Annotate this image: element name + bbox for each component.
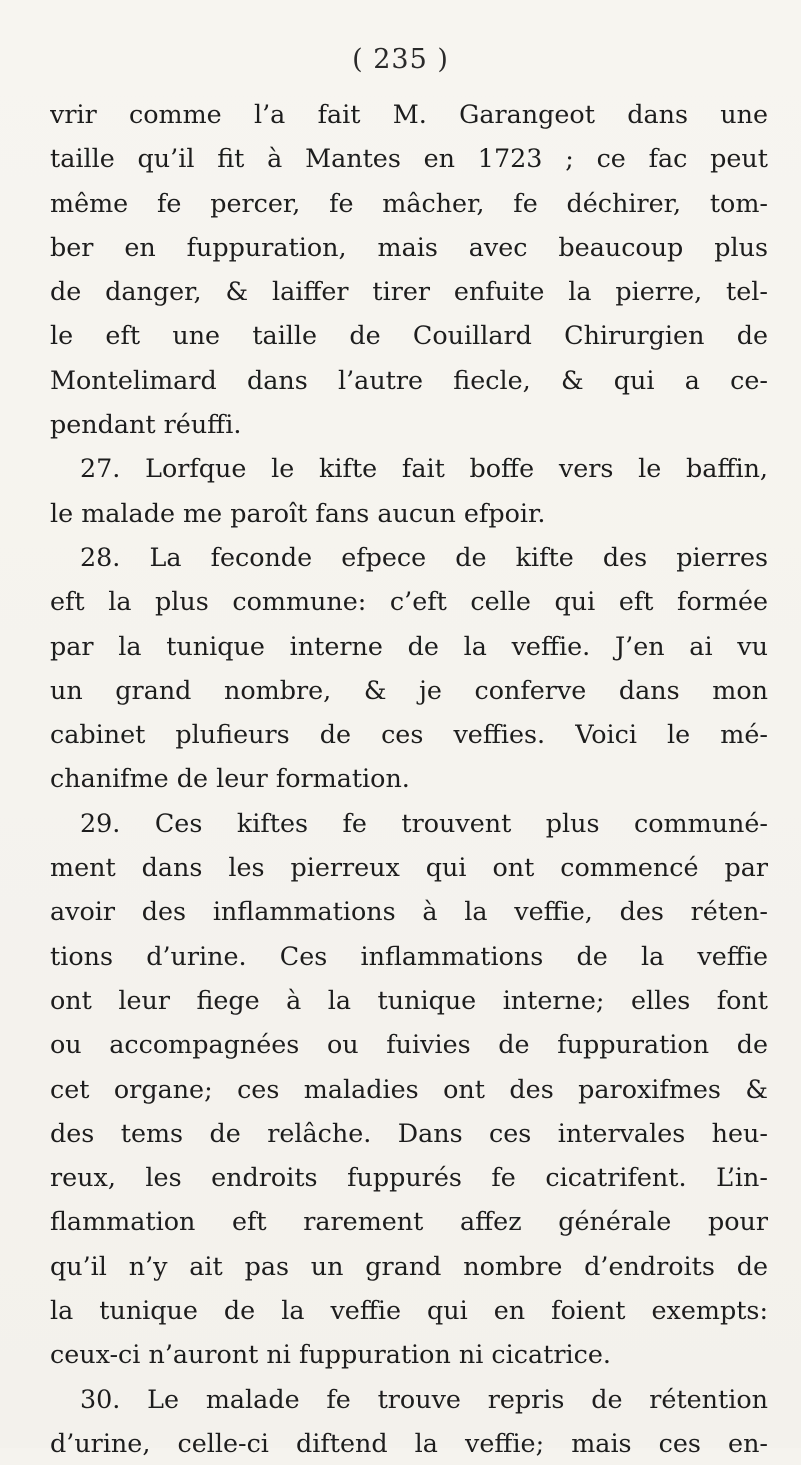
text-line: la tunique de la veffie qui en foient exempts: xyxy=(50,1295,768,1326)
text-line: avoir des inflammations à la veffie, des réten- xyxy=(50,896,768,927)
text-line: qu’il n’y ait pas un grand nombre d’endroits de xyxy=(50,1250,768,1281)
text-line: flammation eft rarement affez générale pour xyxy=(50,1206,768,1237)
text-line: ber en fuppuration, mais avec beaucoup plus xyxy=(50,231,768,262)
text-line: de danger, & laiffer tirer enfuite la pierre, tel- xyxy=(50,276,768,307)
text-line: 29. Ces kiftes fe trouvent plus communé- xyxy=(80,807,768,838)
text-line: le malade me paroît fans aucun efpoir. xyxy=(50,497,546,528)
text-line: 27. Lorfque le kifte fait boffe vers le baffin, xyxy=(80,453,768,484)
text-line: ont leur fiege à la tunique interne; elles font xyxy=(50,984,768,1015)
text-line: un grand nombre, & je conferve dans mon xyxy=(50,674,768,705)
body-text xyxy=(50,92,768,1465)
text-line: cabinet plufieurs de ces veffies. Voici le mé- xyxy=(50,719,768,750)
text-line: 28. La feconde efpece de kifte des pierres xyxy=(80,541,768,572)
text-line: ou accompagnées ou fuivies de fuppuration de xyxy=(50,1029,768,1060)
text-line: des tems de relâche. Dans ces intervales heu- xyxy=(50,1117,768,1148)
text-line: reux, les endroits fuppurés fe cicatrifent. L’in- xyxy=(50,1162,768,1193)
text-line: d’urine, celle-ci diftend la veffie; mais ces en- xyxy=(50,1427,768,1458)
text-line: vrir comme l’a fait M. Garangeot dans une xyxy=(50,99,768,129)
text-line: ceux-ci n’auront ni fuppuration ni cicatrice. xyxy=(50,1339,611,1370)
page-number: ( 235 ) xyxy=(352,44,449,75)
text-line: taille qu’il fit à Mantes en 1723 ; ce fac peut xyxy=(50,143,768,174)
text-line: tions d’urine. Ces inflammations de la veffie xyxy=(50,940,768,971)
text-line: chanifme de leur formation. xyxy=(50,763,410,794)
text-line: Montelimard dans l’autre fiecle, & qui a ce- xyxy=(50,364,768,395)
text-line: ment dans les pierreux qui ont commencé par xyxy=(50,852,768,883)
text-line: le eft une taille de Couillard Chirurgien de xyxy=(50,320,768,351)
text-line: cet organe; ces maladies ont des paroxifmes & xyxy=(50,1073,768,1104)
text-line: 30. Le malade fe trouve repris de rétention xyxy=(80,1383,768,1414)
text-line: par la tunique interne de la veffie. J’en ai vu xyxy=(50,630,768,661)
text-line: même fe percer, fe mâcher, fe déchirer, tom- xyxy=(50,187,768,218)
text-line: pendant réuffi. xyxy=(50,409,242,440)
text-line: eft la plus commune: c’eft celle qui eft formée xyxy=(50,586,768,617)
